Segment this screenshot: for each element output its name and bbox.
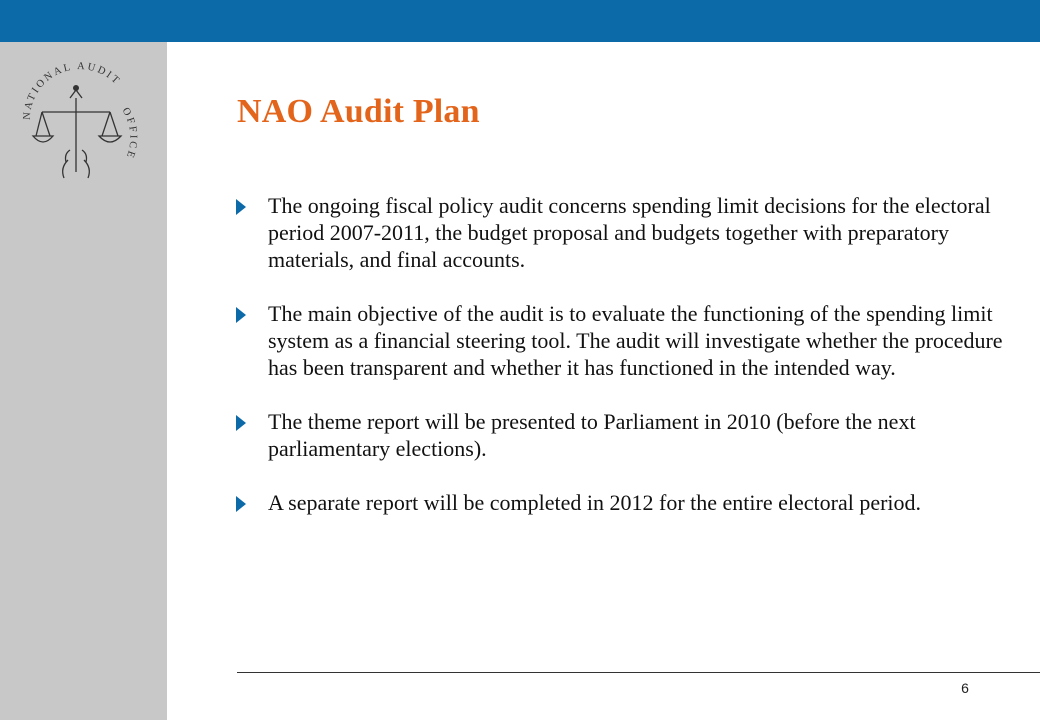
bullet-item [236, 408, 1026, 462]
bullet-item [236, 300, 1026, 381]
scales-of-justice-icon [18, 50, 138, 190]
bullet-list [236, 192, 1026, 543]
triangle-right-icon [236, 199, 246, 215]
bullet-text: A separate report will be completed in 2012 for the entire electoral period. [268, 490, 922, 515]
footer-divider [237, 672, 1040, 673]
logo-text-right: OFFICE [119, 106, 138, 162]
logo-text-top: NATIONAL AUDIT [21, 60, 123, 121]
svg-text:OFFICE [120, 106, 138, 161]
header-bar [0, 0, 1040, 42]
page-number: 6 [961, 680, 969, 696]
slide-title: NAO Audit Plan [237, 93, 480, 130]
bullet-text: The ongoing fiscal policy audit concerns spending limit decisions for the electoral period 2007-2011, the budget proposal and budgets together with preparatory materials, and final accounts. [268, 193, 991, 272]
bullet-item [236, 489, 1026, 516]
bullet-text: The main objective of the audit is to evaluate the functioning of the spending limit system as a financial steering tool. The audit will investigate whether the procedure has been transparent and whether it has functioned in the intended way. [268, 301, 1003, 380]
national-audit-office-logo [18, 50, 138, 190]
triangle-right-icon [236, 307, 246, 323]
bullet-text: The theme report will be presented to Parliament in 2010 (before the next parliamentary elections). [268, 409, 916, 461]
triangle-right-icon [236, 496, 246, 512]
triangle-right-icon [236, 415, 246, 431]
bullet-item [236, 192, 1026, 273]
